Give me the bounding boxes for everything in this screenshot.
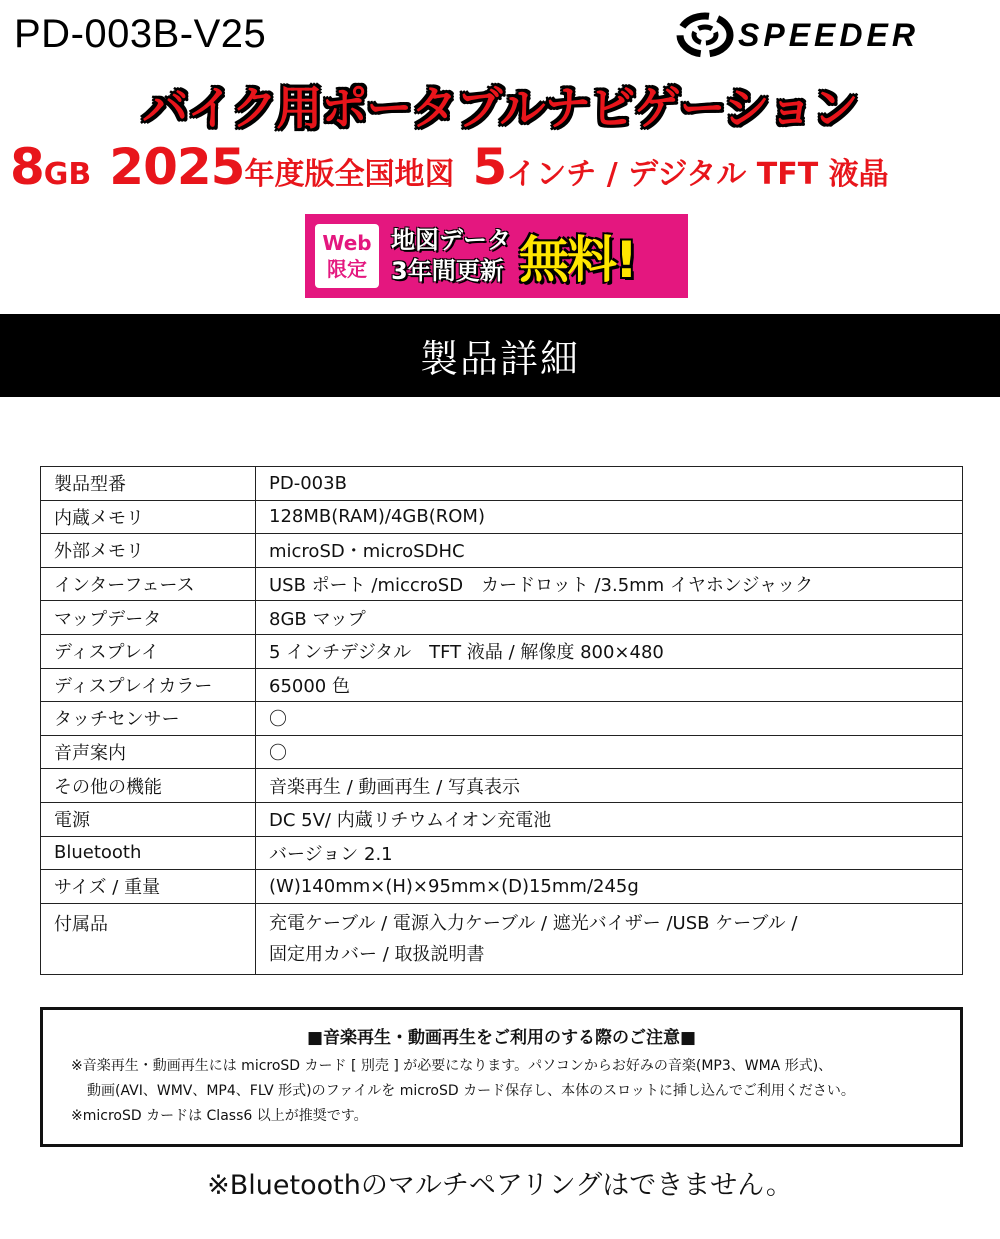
spec-value: 65000 色 [256, 668, 963, 702]
spec-highlight-line [10, 138, 995, 196]
spec-label: 電源 [41, 802, 256, 836]
spec-label: ディスプレイカラー [41, 668, 256, 702]
brand-name: SPEEDER [738, 16, 919, 53]
spec-label: 付属品 [41, 903, 256, 974]
model-number: PD-003B-V25 [14, 12, 267, 56]
section-title: 製品詳細 [419, 337, 580, 381]
storage-unit: GB [43, 157, 92, 192]
table-row [41, 634, 963, 668]
limited-label: 限定 [327, 257, 367, 281]
spec-value-line-1: 充電ケーブル / 電源入力ケーブル / 遮光バイザー /USB ケーブル / [269, 912, 798, 934]
notice-line-3: ※microSD カードは Class6 以上が推奨です。 [71, 1108, 368, 1124]
table-row [41, 567, 963, 601]
table-row [41, 668, 963, 702]
table-row [41, 836, 963, 870]
speeder-swirl-icon [676, 12, 734, 58]
spec-value: PD-003B [256, 467, 963, 501]
spec-value: USB ポート /miccroSD カードロット /3.5mm イヤホンジャック [256, 567, 963, 601]
table-row [41, 601, 963, 635]
spec-label: その他の機能 [41, 769, 256, 803]
promo-badge [305, 214, 688, 298]
spec-label: タッチセンサー [41, 702, 256, 736]
notice-line-2: 動画(AVI、WMV、MP4、FLV 形式)のファイルを microSD カード保存し、本体のスロットに挿し込んでご利用ください。 [87, 1083, 855, 1099]
section-banner [0, 314, 1000, 397]
table-row [41, 870, 963, 904]
spec-value: 音楽再生 / 動画再生 / 写真表示 [256, 769, 963, 803]
spec-value-line-2: 固定用カバー / 取扱説明書 [269, 943, 485, 965]
spec-value: 〇 [256, 735, 963, 769]
table-row [41, 500, 963, 534]
map-edition-label: 年度版全国地図 [244, 157, 455, 192]
table-row [41, 735, 963, 769]
table-row [41, 534, 963, 568]
spec-value: 5 インチデジタル TFT 液晶 / 解像度 800×480 [256, 634, 963, 668]
promo-line-1: 地図データ [391, 226, 511, 254]
map-year: 2025 [109, 138, 245, 196]
table-row [41, 903, 963, 974]
spec-label: 音声案内 [41, 735, 256, 769]
notice-title: ■音楽再生・動画再生をご利用のする際のご注意■ [306, 1028, 697, 1048]
brand-logo [676, 10, 919, 60]
spec-label: インターフェース [41, 567, 256, 601]
web-label: Web [322, 231, 372, 255]
spec-label: 製品型番 [41, 467, 256, 501]
bluetooth-footer-note: ※Bluetoothのマルチペアリングはできません。 [207, 1170, 793, 1201]
spec-value: 128MB(RAM)/4GB(ROM) [256, 500, 963, 534]
table-row [41, 467, 963, 501]
notice-line-1: ※音楽再生・動画再生には microSD カード [ 別売 ] が必要になります。パソコンからお好みの音楽(MP3、WMA 形式)、 [71, 1058, 833, 1074]
promo-text [391, 225, 511, 287]
promo-line-2: 3年間更新 [391, 257, 504, 285]
spec-value: microSD・microSDHC [256, 534, 963, 568]
notice-box [40, 1007, 963, 1147]
spec-table [40, 466, 963, 975]
spec-label: Bluetooth [41, 836, 256, 870]
table-row [41, 702, 963, 736]
spec-value: バージョン 2.1 [256, 836, 963, 870]
promo-free-label: 無料! [519, 231, 636, 289]
spec-value: (W)140mm×(H)×95mm×(D)15mm/245g [256, 870, 963, 904]
storage-number: 8 [10, 138, 44, 196]
spec-label: マップデータ [41, 601, 256, 635]
spec-value: 〇 [256, 702, 963, 736]
spec-value: DC 5V/ 内蔵リチウムイオン充電池 [256, 802, 963, 836]
screen-type-label: インチ / デジタル TFT 液晶 [506, 157, 889, 192]
spec-label: ディスプレイ [41, 634, 256, 668]
table-row [41, 802, 963, 836]
screen-size-number: 5 [472, 138, 507, 196]
spec-label: サイズ / 重量 [41, 870, 256, 904]
product-headline: バイク用ポータブルナビゲーション [142, 81, 858, 135]
spec-label: 外部メモリ [41, 534, 256, 568]
web-limited-badge [315, 224, 379, 288]
table-row [41, 769, 963, 803]
spec-label: 内蔵メモリ [41, 500, 256, 534]
spec-value: 8GB マップ [256, 601, 963, 635]
spec-value [256, 903, 963, 974]
